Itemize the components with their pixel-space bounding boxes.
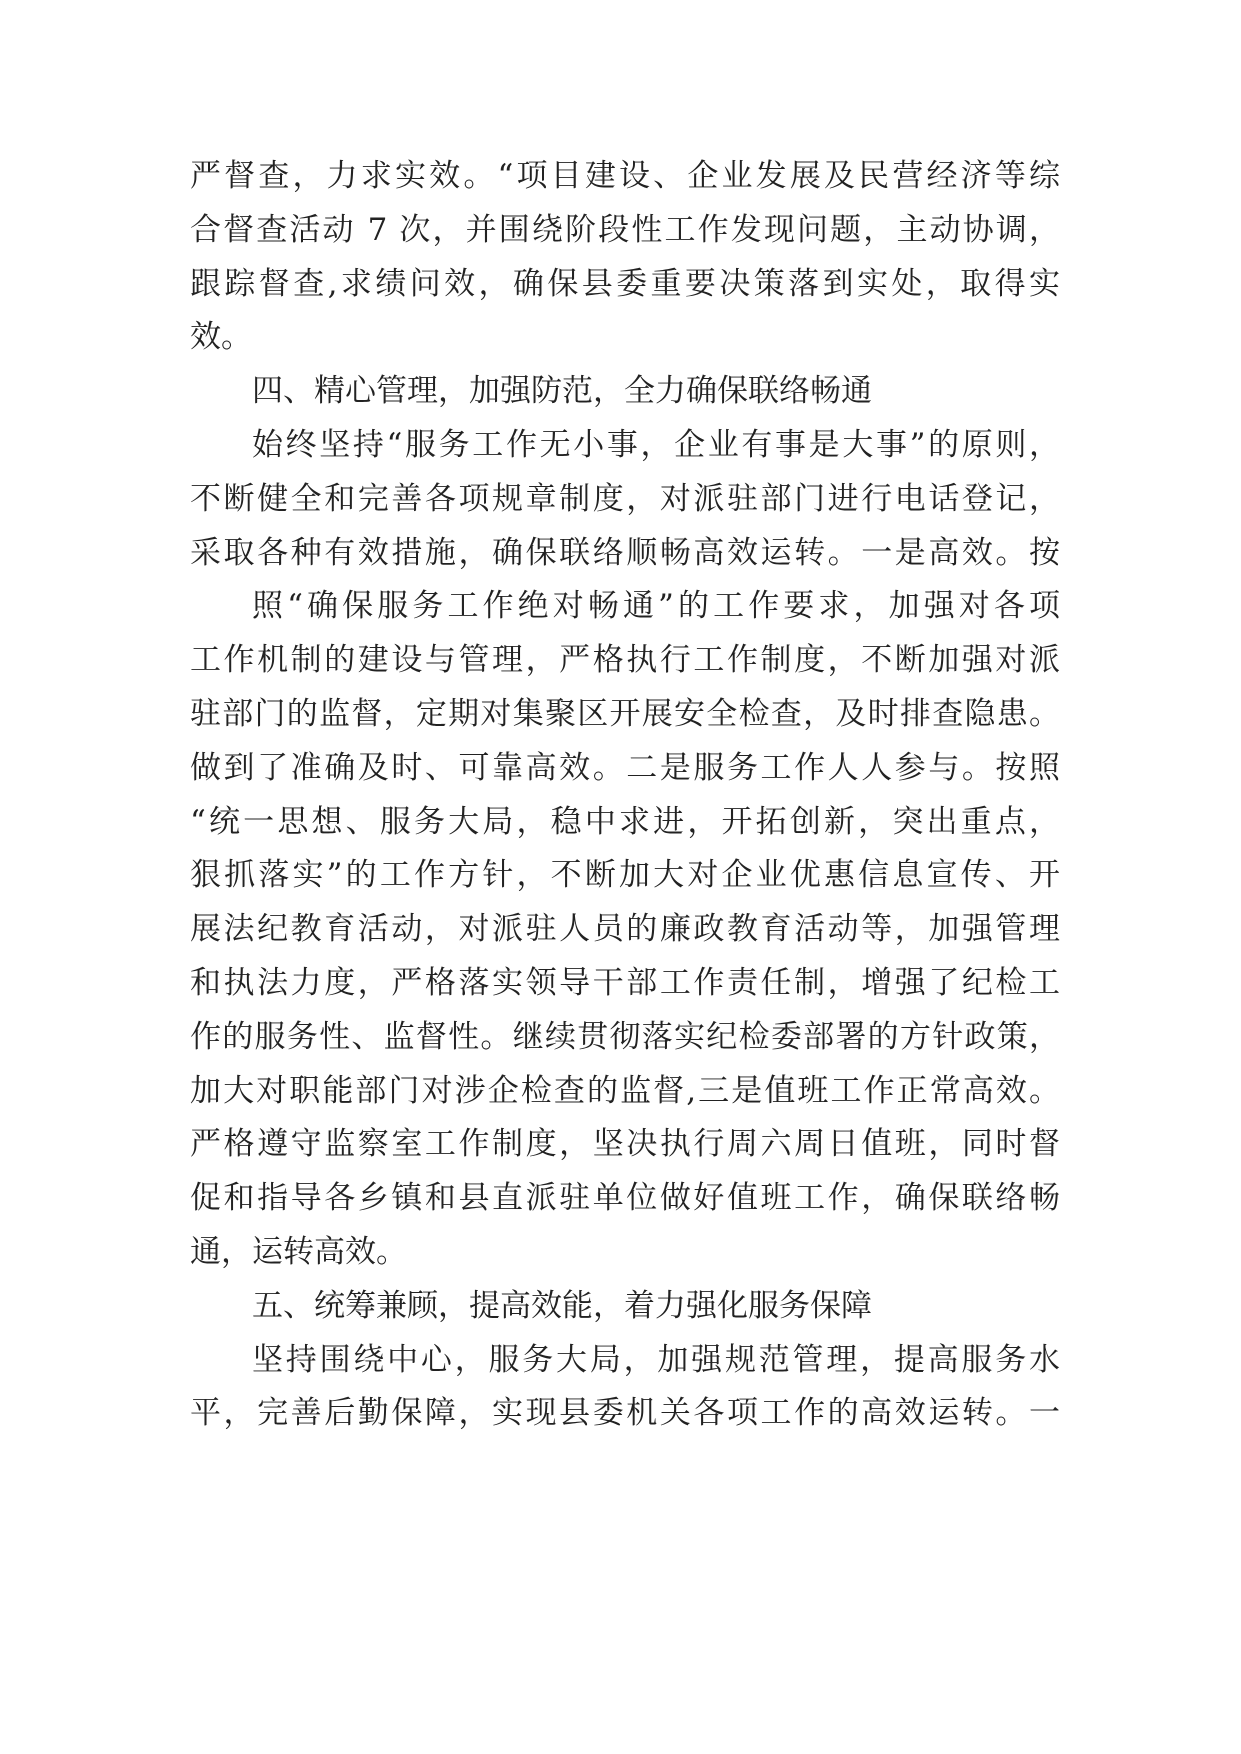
text-line: 作的服务性、监督性。继续贯彻落实纪检委部署的方针政策，	[190, 1018, 1060, 1055]
text-line: 跟踪督查,求绩问效，确保县委重要决策落到实处，取得实	[190, 265, 1060, 302]
document-body	[190, 150, 1060, 1441]
text-line: “统一思想、服务大局，稳中求进，开拓创新，突出重点，	[190, 803, 1060, 840]
text-line: 展法纪教育活动，对派驻人员的廉政教育活动等，加强管理	[190, 911, 1060, 948]
text-line: 狠抓落实”的工作方针，不断加大对企业优惠信息宣传、开	[190, 857, 1060, 894]
text-line: 做到了准确及时、可靠高效。二是服务工作人人参与。按照	[190, 749, 1060, 786]
section-heading-5: 五、统筹兼顾，提高效能，着力强化服务保障	[252, 1287, 872, 1324]
text-line: 照“确保服务工作绝对畅通”的工作要求，加强对各项	[252, 588, 1060, 625]
text-line: 和执法力度，严格落实领导干部工作责任制，增强了纪检工	[190, 964, 1060, 1001]
text-line: 合督查活动 7 次，并围绕阶段性工作发现问题，主动协调，	[190, 211, 1060, 248]
text-line: 通，运转高效。	[190, 1233, 407, 1270]
text-line: 严格遵守监察室工作制度，坚决执行周六周日值班，同时督	[190, 1126, 1060, 1163]
section-heading-4: 四、精心管理，加强防范，全力确保联络畅通	[252, 373, 872, 410]
text-line: 加大对职能部门对涉企检查的监督,三是值班工作正常高效。	[190, 1072, 1060, 1109]
text-line: 促和指导各乡镇和县直派驻单位做好值班工作，确保联络畅	[190, 1180, 1060, 1217]
text-line: 严督查，力求实效。“项目建设、企业发展及民营经济等综	[190, 158, 1060, 194]
text-line: 效。	[190, 319, 252, 356]
text-line: 始终坚持“服务工作无小事，企业有事是大事”的原则，	[252, 426, 1060, 463]
text-line: 采取各种有效措施，确保联络顺畅高效运转。一是高效。按	[190, 534, 1060, 571]
text-line: 不断健全和完善各项规章制度，对派驻部门进行电话登记，	[190, 480, 1060, 517]
text-line: 工作机制的建设与管理，严格执行工作制度，不断加强对派	[190, 642, 1060, 679]
text-line: 坚持围绕中心，服务大局，加强规范管理，提高服务水	[252, 1341, 1060, 1378]
text-line: 平，完善后勤保障，实现县委机关各项工作的高效运转。一	[190, 1395, 1060, 1432]
text-line: 驻部门的监督，定期对集聚区开展安全检查，及时排查隐患。	[190, 695, 1060, 732]
